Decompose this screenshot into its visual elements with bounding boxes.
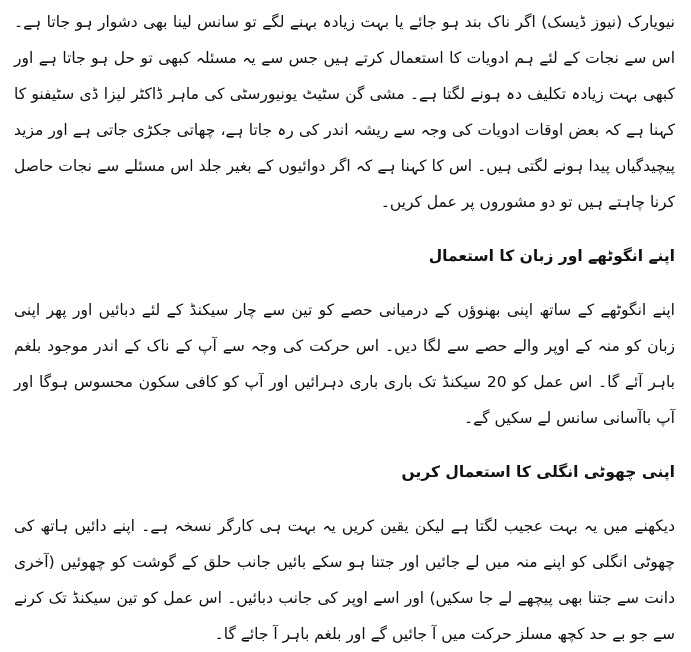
section-heading-little-finger: اپنی چھوٹی انگلی کا استعمال کریں xyxy=(401,463,675,481)
little-finger-paragraph: دیکھنے میں یہ بہت عجیب لگتا ہے لیکن یقین کریں یہ بہت ہی کارگر نسخہ ہے۔ اپنے دائیں ہاتھ کی چھوٹی انگلی کو اپنے منہ میں لے جائیں اور جتنا ہو سکے بائیں جانب حلق کے گوشت کو چھوئیں (آخری دانت سے جتنا بھی پیچھے لے جا سکیں) اور اسے اوپر کی جانب دبائیں۔ اس عمل کو تین سیکنڈ تک کرنے سے جو بے حد کچھ مسلز حرکت میں آ جائیں گے اور بلغم باہر آ جائے گا۔ xyxy=(14,517,675,643)
intro-paragraph: نیویارک (نیوز ڈیسک) اگر ناک بند ہو جائے یا بہت زیادہ بہنے لگے تو سانس لینا بھی دشوار ہو جاتا ہے۔ اس سے نجات کے لئے ہم ادویات کا استعمال کرتے ہیں جس سے یہ مسئلہ کبھی تو حل ہو جاتا ہے اور کبھی بہت زیادہ تکلیف دہ ہونے لگتا ہے۔ مشی گن سٹیٹ یونیورسٹی کی ماہر ڈاکٹر لیزا ڈی سٹیفنو کا کہنا ہے کہ بعض اوقات ادویات کی وجہ سے ریشہ اندر کی رہ جاتا ہے، چھاتی جکڑی جاتی ہے اور مزید پیچیدگیاں پیدا ہونے لگتی ہیں۔ اس کا کہنا ہے کہ اگر دوائیوں کے بغیر جلد اس مسئلے سے نجات حاصل کرنا چاہتے ہیں تو دو مشوروں پر عمل کریں۔ xyxy=(14,13,675,211)
thumb-tongue-paragraph: اپنے انگوٹھے کے ساتھ اپنی بھنوؤں کے درمیانی حصے کو تین سے چار سیکنڈ کے لئے دبائیں اور پھر اپنی زبان کو منہ کے اوپر والے حصے سے لگا دیں۔ اس حرکت کی وجہ سے آپ کے ناک کے اندر موجود بلغم باہر آئے گا۔ اس عمل کو 20 سیکنڈ تک باری باری دہرائیں اور آپ کو کافی سکون محسوس ہوگا اور آپ باآسانی سانس لے سکیں گے۔ xyxy=(14,301,675,427)
section-heading-thumb-tongue: اپنے انگوٹھے اور زبان کا استعمال xyxy=(428,247,675,265)
